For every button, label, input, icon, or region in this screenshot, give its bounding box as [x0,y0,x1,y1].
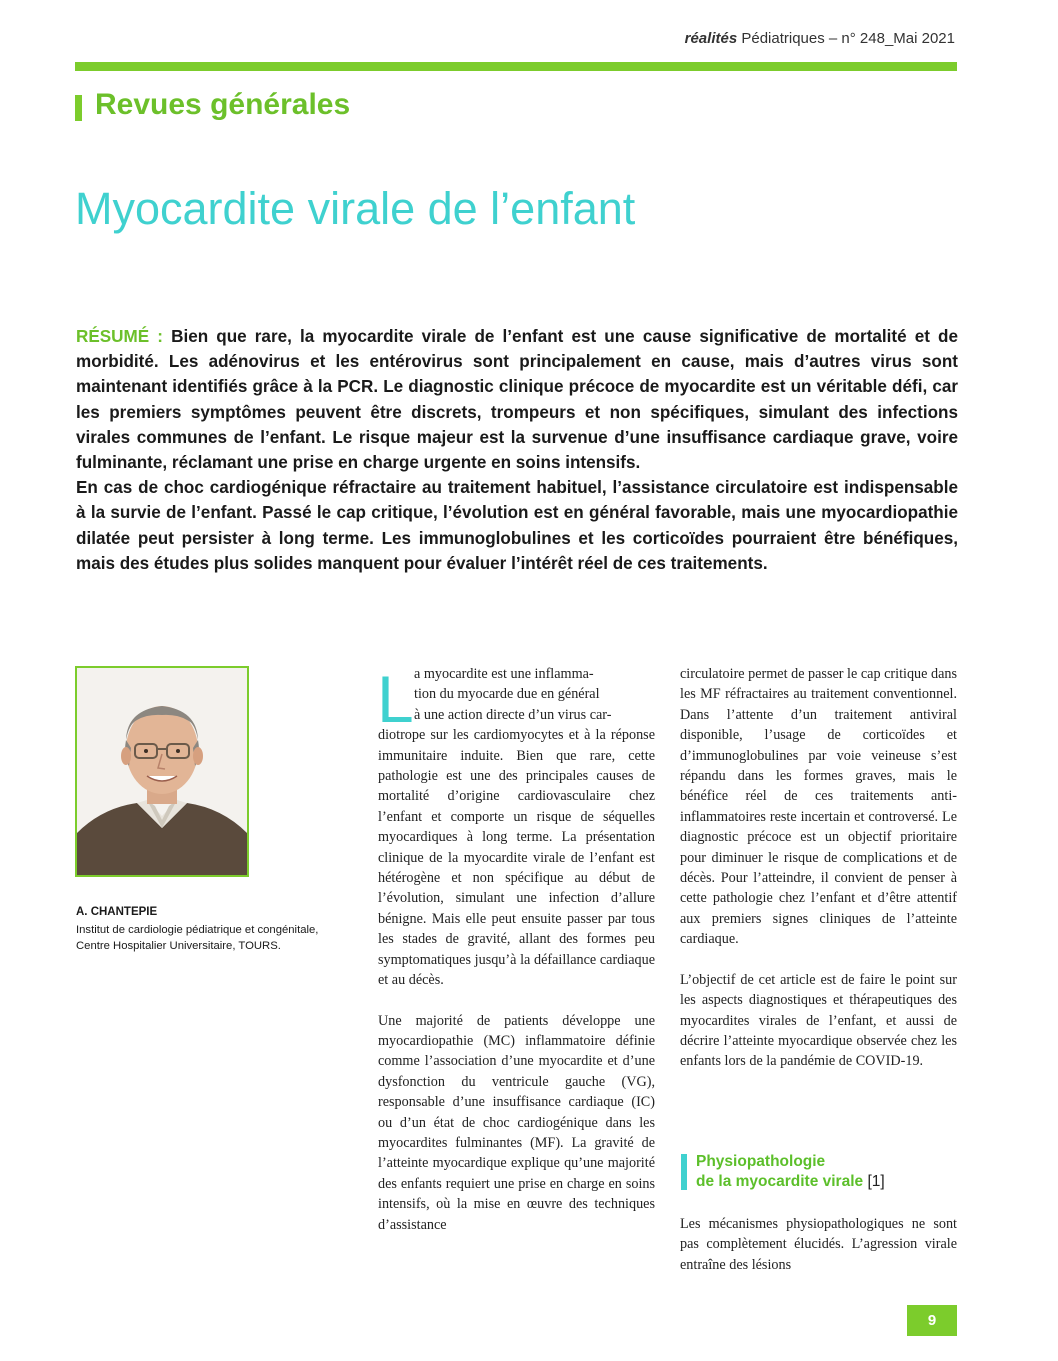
dropcap-line-1: a myocardite est une inflamma- [414,666,594,682]
abstract-text-1: Bien que rare, la myocardite virale de l’enfant est une cause significative de mortalité et de morbidité. Les adénovirus et les entérovirus sont principalement en cause, mais d’autres virus sont maintenant identifiés grâce à la PCR. Le diagnostic clinique précoce de myocardite est un véritable défi, car les premiers symptômes peuvent être discrets, trompeurs et non spécifiques, simulant des infections virales communes de l’enfant. Le risque majeur est la survenue d’une insuffisance cardiaque grave, voire fulminante, réclamant une prise en charge urgente en soins intensifs. [76,327,959,473]
body-paragraph-2: Une majorité de patients développe une myocardiopathie (MC) inflammatoire définie comme l’association d’une myocardite et d’une dysfonction du ventricule gauche (VG), responsable d’une insuffisance cardiaque (IC) ou d’un état de choc cardiogénique dans les myocardites fulminantes (MF). La gravité de l’atteinte myocardique explique qu’une majorité des enfants requiert une prise en charge en soins intensifs, où la mise en œuvre des techniques d’assistance [378,1012,655,1233]
drop-cap: L [377,662,414,736]
subheading-marker [681,1154,687,1190]
body-paragraph-4: L’objectif de cet article est de faire le point sur les aspects diagnostiques et thérapeutiques des myocardites virales de l’enfant, et aussi de décrire l’atteinte myocardique observée chez les enfants lors de la pandémie de COVID-19. [680,971,957,1070]
subheading-line-2 [696,1172,885,1192]
author-affiliation: Institut de cardiologie pédiatrique et congénitale, Centre Hospitalier Universitaire, TOURS. [76,924,319,952]
abstract [76,324,958,576]
body-paragraph-1 [378,664,655,991]
abstract-lead: RÉSUMÉ : [76,327,163,346]
body-paragraph-5: Les mécanismes physiopathologiques ne sont pas complètement élucidés. L’agression virale entraîne des lésions [680,1216,957,1273]
top-rule [75,62,957,71]
body-column-2 [680,664,957,1072]
author-name: A. CHANTEPIE [76,906,158,918]
body-paragraph-1-rest: diotrope sur les cardiomyocytes et à la réponse immunitaire induite. Bien que rare, cette pathologie est une des principales causes de mortalité d’origine cardiovasculaire chez l’enfant et comporte un risque de séquelles myocardiques à long terme. La présentation clinique de la myocardite virale de l’enfant est hétérogène et non spécifique au début de l’évolution, simulant une infection d’allure bénigne. Mais elle peut ensuite passer par tous les stades de gravité, allant des formes peu symptomatiques jusqu’à la défaillance cardiaque et au décès. [378,727,655,989]
section-label: Revues générales [95,88,351,121]
author-portrait-image [77,668,247,875]
subheading-line-2-text: de la myocardite virale [696,1173,864,1190]
abstract-paragraph-2: En cas de choc cardiogénique réfractaire au traitement habituel, l’assistance circulatoire est indispensable à la survie de l’enfant. Passé le cap critique, l’évolution est en général favorable, mais une myocardiopathie dilatée peut persister à long terme. Les immunoglobulines et les corticoïdes pourraient être bénéfiques, mais des études plus solides manquent pour évaluer l’intérêt réel de ces traitements. [76,478,958,573]
body-column-2-continued [680,1214,957,1275]
dropcap-line-2: tion du myocarde due en général [414,686,600,703]
journal-brand: réalités [684,30,738,47]
subheading [696,1152,885,1192]
section-marker [75,95,82,121]
author-photo [75,666,249,877]
page-number: 9 [907,1305,957,1336]
subheading-line-1: Physiopathologie [696,1153,826,1170]
dropcap-line-3: à une action directe d’un virus car- [414,706,612,723]
journal-issue: Pédiatriques – n° 248_Mai 2021 [741,30,955,47]
article-title: Myocardite virale de l’enfant [75,183,636,234]
body-column-1 [378,664,655,1235]
journal-header [685,30,955,47]
body-paragraph-3: circulatoire permet de passer le cap critique dans les MF réfractaires au traitement conventionnel. Dans l’attente d’un traitement antiviral disponible, l’usage de corticoïdes et d’immunoglobulines par voie veineuse s’est répandu dans les formes graves, mais le bénéfice réel de ces traitements anti-inflammatoires reste incertain et controversé. Le diagnostic précoce est un objectif prioritaire pour diminuer le risque de complications et de décès. Pour l’atteindre, il convient de penser à cette pathologie chez l’enfant et d’être attentif aux premiers signes cliniques de l’atteinte cardiaque. [680,666,957,948]
subheading-reference: [1] [867,1173,885,1190]
abstract-paragraph-1 [76,324,958,475]
